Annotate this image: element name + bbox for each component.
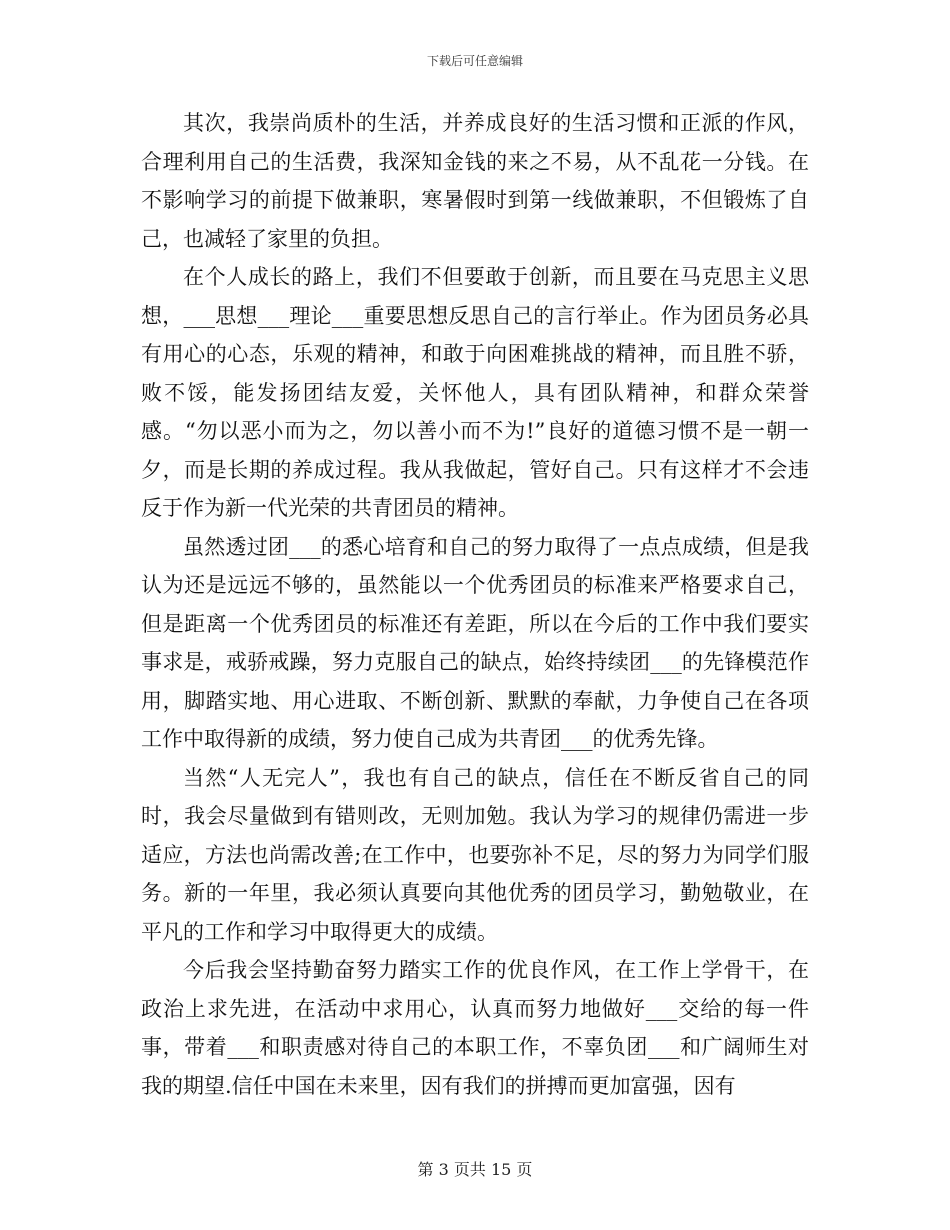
paragraph-5: 今后我会坚持勤奋努力踏实工作的优良作风，在工作上学骨干，在政治上求先进，在活动中求用心，认真而努力地做好___交给的每一件事，带着___和职责感对待自己的本职工作，不辜负团___和广阔师生对我的期望.信任中国在未来里，因有我们的拼搏而更加富强，因有 xyxy=(141,958,809,1098)
paragraph-2: 在个人成长的路上，我们不但要敢于创新，而且要在马克思主义思想，___思想___理论___重要思想反思自己的言行举止。作为团员务必具有用心的心态，乐观的精神，和敢于向困难挑战的精神，而且胜不骄，败不馁，能发扬团结友爱，关怀他人，具有团队精神，和群众荣誉感。“勿以恶小而为之，勿以善小而不为!”良好的道德习惯不是一朝一夕，而是长期的养成过程。我从我做起，管好自己。只有这样才不会违反于作为新一代光荣的共青团员的精神。 xyxy=(141,265,809,520)
page-footer: 第 3 页共 15 页 xyxy=(417,1160,533,1179)
paragraph-3: 虽然透过团___的悉心培育和自己的努力取得了一点点成绩，但是我认为还是远远不够的，虽然能以一个优秀团员的标准来严格要求自己，但是距离一个优秀团员的标准还有差距，所以在今后的工作中我们要实事求是，戒骄戒躁，努力克服自己的缺点，始终持续团___的先锋模范作用，脚踏实地、用心进取、不断创新、默默的奉献，力争使自己在各项工作中取得新的成绩，努力使自己成为共青团___的优秀先锋。 xyxy=(141,534,809,751)
document-body xyxy=(141,104,809,1105)
paragraph-4: 当然“人无完人”，我也有自己的缺点，信任在不断反省自己的同时，我会尽量做到有错则改，无则加勉。我认为学习的规律仍需进一步适应，方法也尚需改善;在工作中，也要弥补不足，尽的努力为同学们服务。新的一年里，我必须认真要向其他优秀的团员学习，勤勉敬业，在平凡的工作和学习中取得更大的成绩。 xyxy=(141,765,809,944)
paragraph-1: 其次，我崇尚质朴的生活，并养成良好的生活习惯和正派的作风，合理利用自己的生活费，我深知金钱的来之不易，从不乱花一分钱。在不影响学习的前提下做兼职，寒暑假时到第一线做兼职，不但锻炼了自己，也减轻了家里的负担。 xyxy=(141,111,809,251)
page-header: 下载后可任意编辑 xyxy=(426,54,523,68)
